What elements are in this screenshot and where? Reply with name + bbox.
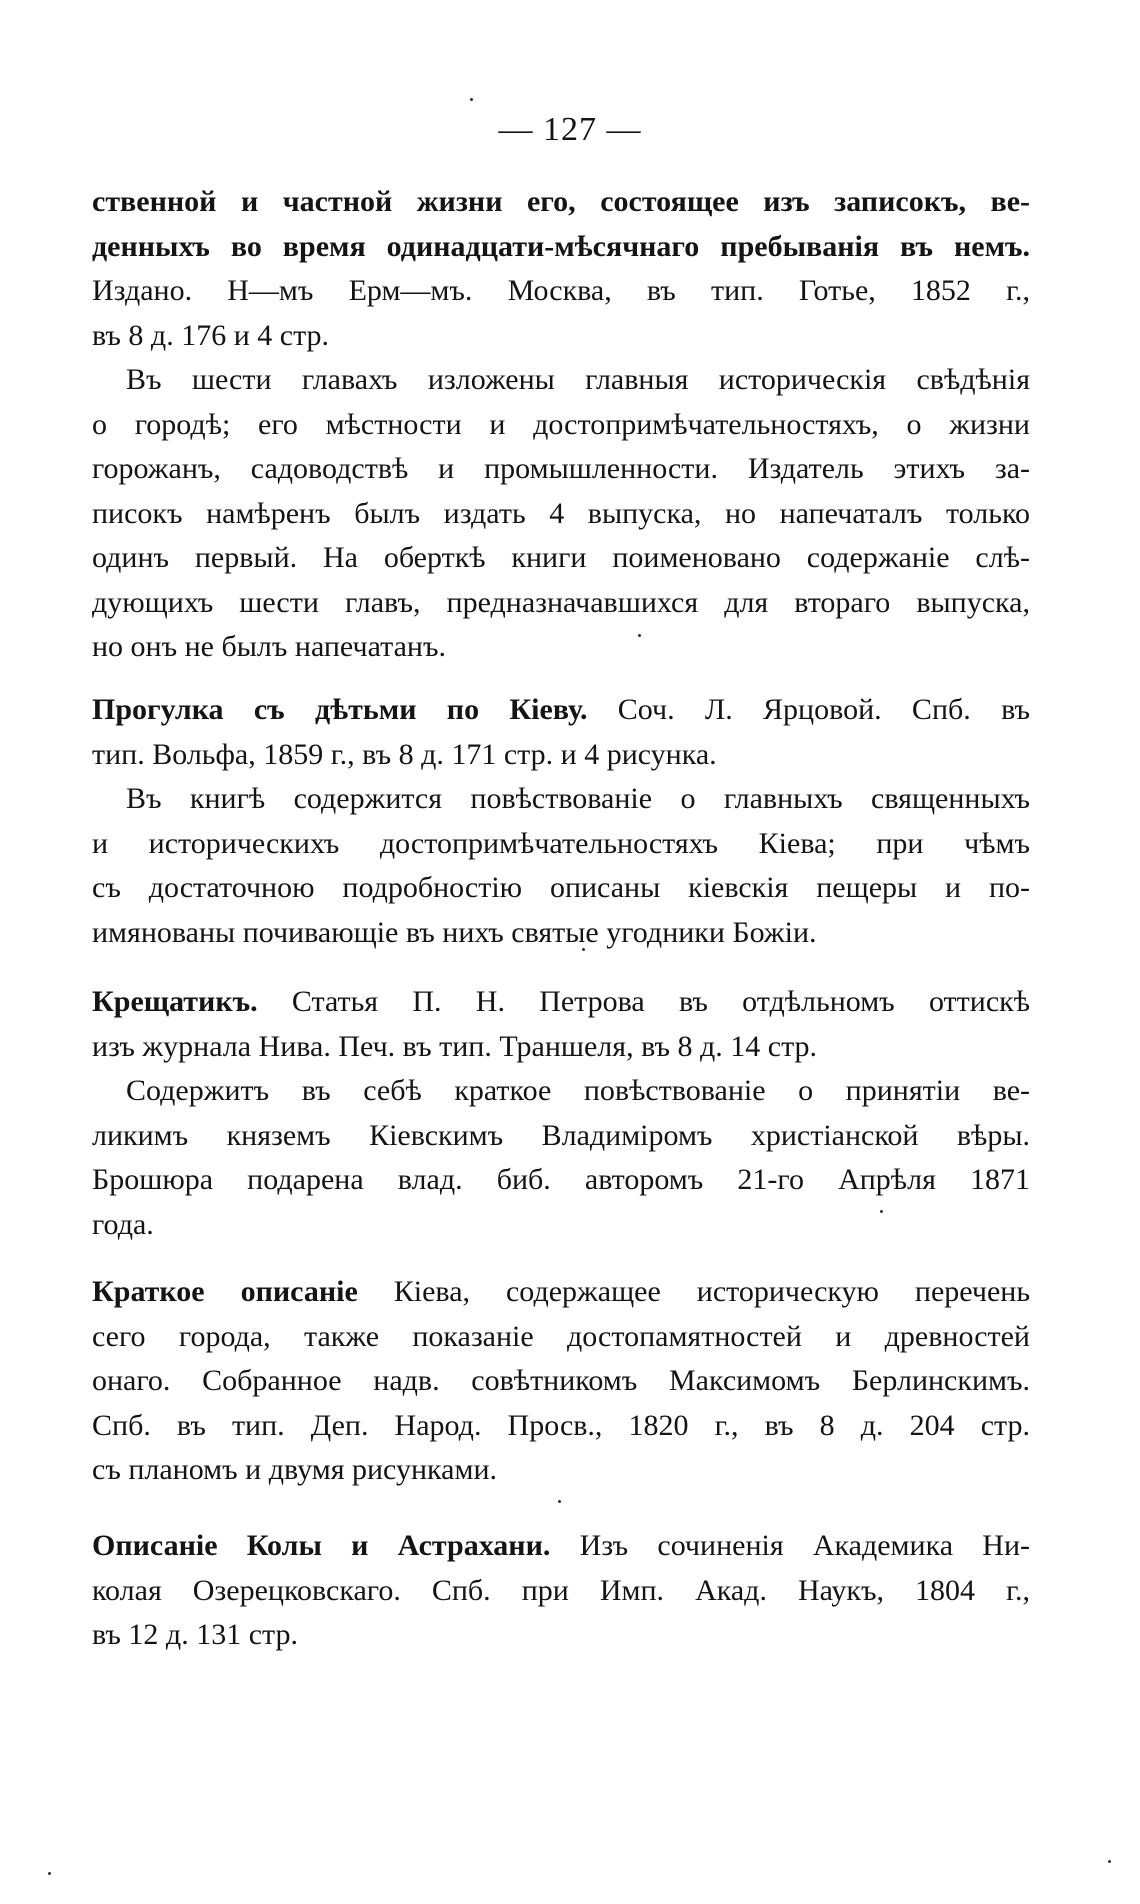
scan-speck	[880, 1210, 883, 1213]
description-line: дующихъ шести главъ, предназначавшихся для втораго выпуска,	[92, 585, 1030, 619]
entry-line: ственной и частной жизни его, состоящее изъ записокъ, ве-	[92, 185, 1030, 218]
entry-progulka	[92, 688, 1030, 955]
description-line: ликимъ княземъ Кіевскимъ Владиміромъ христіанской вѣры.	[92, 1118, 1030, 1152]
entry-line: тип. Вольфа, 1859 г., въ 8 д. 171 стр. и 4 рисунка.	[92, 737, 717, 771]
entry-line	[92, 688, 1030, 733]
entry-line: денныхъ во время одинадцати-мѣсячнаго пребыванія въ немъ.	[92, 229, 1030, 263]
entry-title: Прогулка съ дѣтьми по Кіеву.	[92, 693, 588, 726]
entry-line: онаго. Собранное надв. совѣтникомъ Максимомъ Берлинскимъ.	[92, 1364, 1030, 1397]
entry-opisanie-koly	[92, 1524, 1030, 1658]
description-line: одинъ первый. На оберткѣ книги поименовано содержаніе слѣ-	[92, 541, 1030, 574]
entry-title-rest: Соч. Л. Ярцовой. Спб. въ	[617, 693, 1030, 726]
description-line: Брошюра подарена влад. биб. авторомъ 21-го Апрѣля 1871	[92, 1163, 1030, 1196]
entry-title-rest: Изъ сочиненія Академика Ни-	[579, 1529, 1030, 1562]
entry-kreshchatik	[92, 980, 1030, 1247]
entry-line: Спб. въ тип. Деп. Народ. Просв., 1820 г., въ 8 д. 204 стр.	[92, 1408, 1030, 1442]
description-line: и историческихъ достопримѣчательностяхъ Кіева; при чѣмъ	[92, 826, 1030, 860]
page-number: — 127 —	[498, 111, 642, 148]
entry-line: сего города, также показаніе достопамятностей и древностей	[92, 1319, 1030, 1353]
description-line: Въ шести главахъ изложены главныя историческія свѣдѣнія	[126, 363, 1030, 396]
entry-line: изъ журнала Нива. Печ. въ тип. Траншеля, въ 8 д. 14 стр.	[92, 1029, 818, 1063]
entry-line: колая Озерецковскаго. Спб. при Имп. Акад. Наукъ, 1804 г.,	[92, 1573, 1030, 1607]
scan-speck	[48, 1872, 51, 1875]
description-line: Въ книгѣ содержится повѣствованіе о главныхъ священныхъ	[126, 782, 1030, 815]
description-line: о городѣ; его мѣстности и достопримѣчательностяхъ, о жизни	[92, 407, 1030, 441]
entry-title: Описаніе Колы и Астрахани.	[92, 1529, 551, 1562]
entry-kratkoe-opisanie	[92, 1270, 1030, 1493]
scan-speck	[1108, 1860, 1111, 1863]
entry-line: въ 8 д. 176 и 4 стр.	[92, 318, 330, 352]
description-line: но онъ не былъ напечатанъ.	[92, 630, 446, 663]
entry-line	[92, 980, 1030, 1025]
scan-speck	[558, 1500, 561, 1503]
description-line: писокъ намѣренъ былъ издать 4 выпуска, но напечаталъ только	[92, 496, 1030, 530]
entry-line: Издано. Н—мъ Ерм—мъ. Москва, въ тип. Готье, 1852 г.,	[92, 274, 1030, 307]
entry-line	[92, 1524, 1030, 1569]
entry-line: съ планомъ и двумя рисунками.	[92, 1453, 497, 1486]
entry-title: Краткое описаніе	[92, 1275, 358, 1308]
entry-continuation	[92, 180, 1030, 670]
entry-title-rest: Кіева, содержащее историческую перечень	[393, 1275, 1030, 1308]
description-line: года.	[92, 1207, 154, 1241]
entry-title-rest: Статья П. Н. Петрова въ отдѣльномъ оттискѣ	[291, 985, 1030, 1018]
scan-speck	[582, 948, 585, 951]
scan-speck	[638, 634, 641, 637]
description-line: Содержитъ въ себѣ краткое повѣствованіе о принятіи ве-	[126, 1074, 1030, 1107]
description-line: съ достаточною подробностію описаны кіевскія пещеры и по-	[92, 871, 1030, 904]
entry-title: Крещатикъ.	[92, 985, 258, 1018]
description-line: имянованы почивающіе въ нихъ святые угодники Божіи.	[92, 915, 817, 949]
entry-line: въ 12 д. 131 стр.	[92, 1618, 298, 1651]
entry-line	[92, 1270, 1030, 1315]
description-line: горожанъ, садоводствѣ и промышленности. Издатель этихъ за-	[92, 452, 1030, 485]
scan-speck	[470, 98, 473, 101]
